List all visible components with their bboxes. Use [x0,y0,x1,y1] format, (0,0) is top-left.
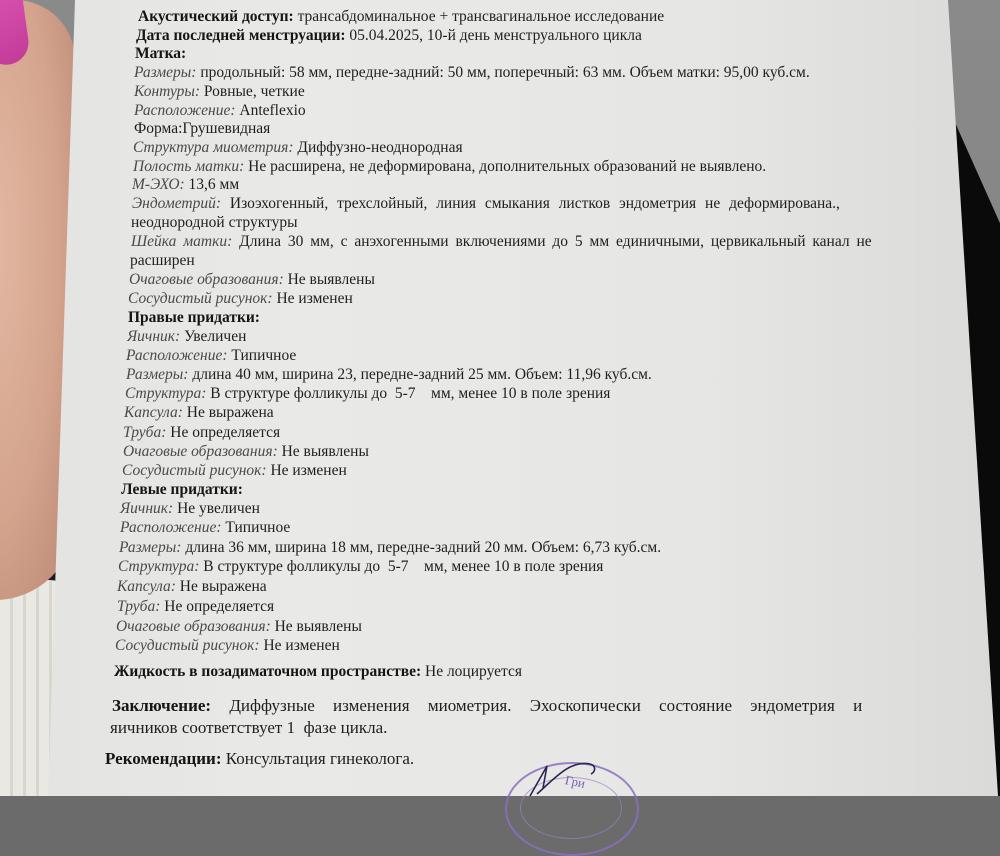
field-label: Яичник: [120,500,174,517]
field-label: Сосудистый рисунок: [122,462,267,479]
field-row [134,120,270,138]
field-value: Не лоцируется [425,663,522,680]
field-row [115,637,340,655]
field-label: Шейка матки: [131,233,233,250]
field-value: Не выражена [186,404,274,421]
field-row [133,139,463,157]
field-label: Дата последней менструации: [136,27,346,44]
last-menstruation-line [136,27,642,45]
field-value: Не расширена, не деформирована, дополнительных образований не выявлено. [248,158,767,175]
field-label: Контуры: [134,83,201,100]
field-row [132,195,840,213]
field-value: Увеличен [184,328,247,345]
field-value: трансабдоминальное + трансвагинальное исследование [297,8,665,25]
field-value: длина 36 мм, ширина 18 мм, передне-задний 20 мм. Объем: 6,73 куб.см. [185,539,662,556]
signature [525,758,605,798]
field-label: Очаговые образования: [116,618,271,635]
field-value: продольный: 58 мм, передне-задний: 50 мм, поперечный: 63 мм. Объем матки: 95,00 куб.см. [200,64,810,81]
field-label: Структура: [125,385,207,402]
field-row [133,158,766,176]
field-label: Очаговые образования: [129,271,284,288]
field-row [120,500,260,518]
field-label: М-ЭХО: [132,176,185,193]
field-label: Размеры: [134,64,197,81]
conclusion-label: Заключение: [112,696,212,715]
field-value: В структуре фолликулы до 5-7 мм, менее 10 в поле зрения [203,558,604,575]
field-value: Длина 30 мм, с анэхогенными включениями до 5 мм единичными, цервикальный канал не [239,233,872,250]
field-label: Яичник: [127,328,181,345]
field-label: Сосудистый рисунок: [128,290,273,307]
field-row [127,328,246,346]
field-value: Изоэхогенный, трехслойный, линия смыкания листков эндометрия не деформирована., [229,195,840,212]
field-value: Не определяется [164,598,275,615]
field-value: неоднородной структуры [131,214,298,231]
field-row [132,176,239,194]
field-value: Типичное [231,347,297,364]
field-row [131,233,872,251]
field-label: Расположение: [120,519,222,536]
field-label: Полость матки: [133,158,245,175]
field-label: Капсула: [124,404,183,421]
field-value: Anteflexio [239,102,306,119]
field-row [123,443,369,461]
field-value: 05.04.2025, 10-й день менструального цикла [349,27,642,44]
field-label: Эндометрий: [132,195,222,212]
field-row [128,290,353,308]
field-row [123,424,280,442]
field-row [129,271,375,289]
recommendations-label: Рекомендации: [105,749,222,768]
field-value: Не выражена [179,578,267,595]
field-row-continuation [131,214,298,232]
field-row [118,558,603,576]
field-label: Структура: [118,558,200,575]
field-value: 13,6 мм [188,176,240,193]
recommendations-text: Консультация гинеколога. [225,749,415,768]
field-row [117,598,274,616]
field-row [116,618,362,636]
field-label: Капсула: [117,578,176,595]
field-value: Не увеличен [177,500,260,517]
section-title-right-adnexa: Правые придатки: [128,309,260,326]
field-row [134,64,810,82]
field-value: Не определяется [170,424,281,441]
field-value: Не выявлены [281,443,369,460]
field-row [126,366,652,384]
field-row [124,404,274,422]
field-value: Не выявлены [274,618,362,635]
field-label: Жидкость в позадиматочном пространстве: [114,663,422,680]
field-label: Акустический доступ: [138,8,294,25]
field-label: Сосудистый рисунок: [115,637,260,654]
field-label: Труба: [117,598,161,615]
field-label: Структура миометрия: [133,139,294,156]
acoustic-access-line [138,8,664,26]
section-title-left-adnexa: Левые придатки: [121,481,243,498]
field-label: Очаговые образования: [123,443,278,460]
field-value: В структуре фолликулы до 5-7 мм, менее 10 в поле зрения [210,385,611,402]
field-value: Не изменен [263,637,340,654]
field-label: Труба: [123,424,167,441]
field-value: Не изменен [276,290,353,307]
field-row [134,102,306,120]
field-row [125,385,610,403]
field-row [119,539,661,557]
section-title-uterus: Матка: [135,45,187,62]
conclusion-line-1 [112,697,862,715]
field-label: Расположение: [126,347,228,364]
field-value: Типичное [225,519,291,536]
field-row [120,519,290,537]
field-row [134,83,305,101]
field-value: расширен [130,252,195,269]
field-value: Не изменен [270,462,347,479]
field-row [126,347,296,365]
conclusion-text: Диффузные изменения миометрия. Эхоскопически состояние эндометрия и [229,696,863,715]
recommendations-line [105,750,414,768]
field-value: Не выявлены [287,271,375,288]
fluid-line [114,663,522,681]
field-row-continuation [130,252,195,270]
field-row [117,578,267,596]
stamp-text: Гри [563,772,587,791]
field-label: Размеры: [126,366,189,383]
conclusion-line-2: яичников соответствует 1 фазе цикла. [110,718,388,737]
field-value: Диффузно-неоднородная [297,139,463,156]
field-label: Расположение: [134,102,236,119]
field-row [122,462,347,480]
field-value: Форма:Грушевидная [134,120,271,137]
field-value: длина 40 мм, ширина 23, передне-задний 25 мм. Объем: 11,96 куб.см. [192,366,652,383]
field-label: Размеры: [119,539,182,556]
field-value: Ровные, четкие [203,83,305,100]
